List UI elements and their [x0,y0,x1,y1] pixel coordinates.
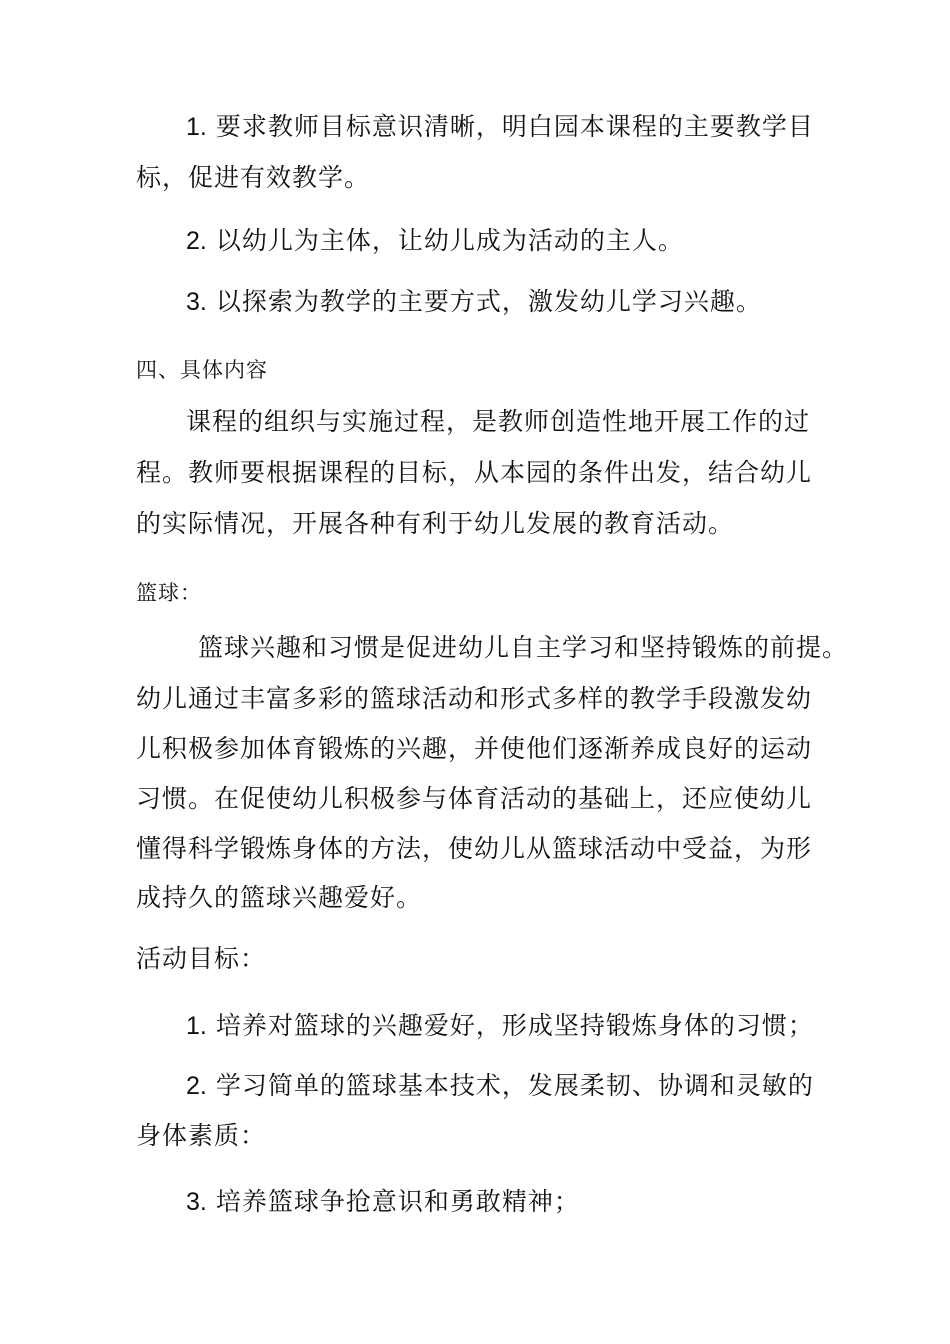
section-heading: 四、具体内容 [136,358,268,382]
list-number: 2. [186,227,207,255]
subheading: 篮球： [136,581,202,605]
text-line: 标，促进有效教学。 [136,163,371,192]
list-number: 3. [186,1188,207,1216]
list-number: 3. [186,288,207,316]
objective-item-3 [186,1187,886,1217]
goal-item-3 [186,287,886,317]
text-line: 课程的组织与实施过程，是教师创造性地开展工作的过 [186,407,811,436]
list-number: 2. [186,1072,207,1100]
text-line: 成持久的篮球兴趣爱好。 [136,883,423,912]
text-line: 要求教师目标意识清晰，明白园本课程的主要教学目 [215,112,814,141]
subheading: 活动目标： [136,944,267,973]
text-line: 学习简单的篮球基本技术，发展柔韧、协调和灵敏的 [215,1071,814,1100]
text-line: 程。教师要根据课程的目标，从本园的条件出发，结合幼儿 [136,458,813,487]
goal-item-2 [186,226,886,256]
text-line: 以探索为教学的主要方式，激发幼儿学习兴趣。 [215,287,762,316]
text-line: 身体素质： [136,1121,267,1150]
text-line: 幼儿通过丰富多彩的篮球活动和形式多样的教学手段激发幼 [136,684,813,713]
list-number: 1. [186,1012,207,1040]
text-line: 以幼儿为主体，让幼儿成为活动的主人。 [215,226,684,255]
text-line: 的实际情况，开展各种有利于幼儿发展的教育活动。 [136,509,735,538]
text-line: 培养对篮球的兴趣爱好，形成坚持锻炼身体的习惯； [215,1011,814,1040]
list-number: 1. [186,113,207,141]
text-line: 培养篮球争抢意识和勇敢精神； [215,1187,580,1216]
text-line: 习惯。在促使幼儿积极参与体育活动的基础上，还应使幼儿 [136,784,813,813]
goal-item-1 [186,112,886,142]
objective-item-2 [186,1071,886,1101]
text-line: 儿积极参加体育锻炼的兴趣，并使他们逐渐养成良好的运动 [136,734,813,763]
text-line: 篮球兴趣和习惯是促进幼儿自主学习和坚持锻炼的前提。 [198,633,849,662]
objective-item-1 [186,1011,886,1041]
text-line: 懂得科学锻炼身体的方法，使幼儿从篮球活动中受益，为形 [136,834,813,863]
